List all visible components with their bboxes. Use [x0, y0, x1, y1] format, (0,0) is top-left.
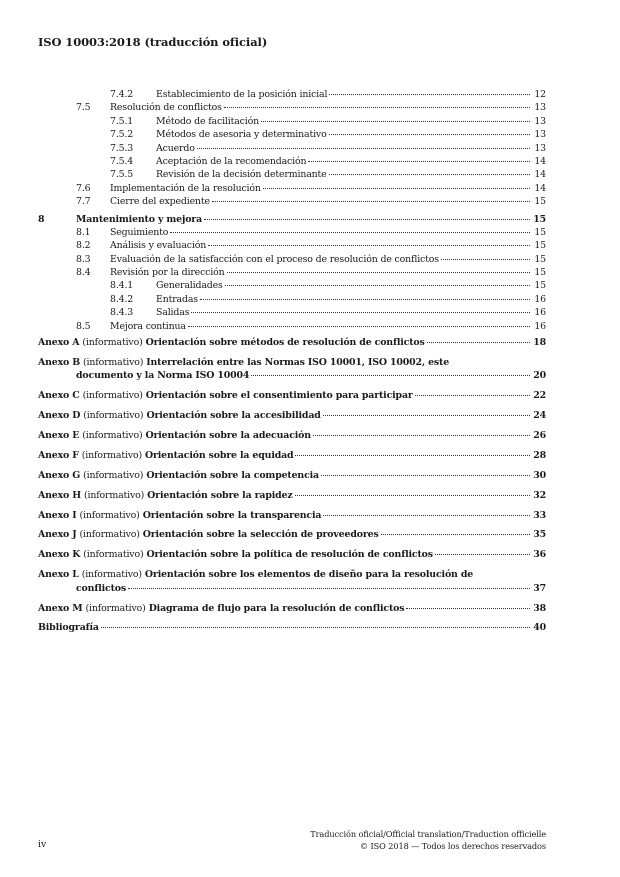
- toc-entry-title: Seguimiento: [110, 226, 169, 238]
- toc-entry-page: 14: [534, 155, 546, 167]
- dot-leader: [323, 515, 530, 516]
- toc-entry[interactable]: [38, 293, 546, 306]
- toc-entry-page: 12: [534, 89, 546, 100]
- toc-entry-number: 7.7: [76, 196, 91, 208]
- annex-type: (informativo): [83, 356, 144, 368]
- annex-label: Anexo M: [38, 602, 83, 614]
- annex-page: 18: [533, 337, 546, 349]
- toc-entry-title: Evaluación de la satisfacción con el proceso de resolución de conflictos: [110, 253, 439, 265]
- annex-label: Anexo B: [38, 356, 81, 368]
- footer-copyright: © ISO 2018 — Todos los derechos reservados: [359, 840, 546, 851]
- toc-entry-page: 13: [534, 102, 546, 114]
- toc-entry[interactable]: [38, 142, 546, 155]
- dot-leader: [251, 375, 530, 376]
- toc-entry-number: 8.4.1: [110, 280, 134, 292]
- toc-annex-entry[interactable]: [38, 548, 546, 561]
- dot-leader: [128, 588, 530, 589]
- footer-translation-note: Traducción oficial/Official translation/Traduction officielle: [310, 829, 546, 839]
- toc-entry-page: 14: [534, 182, 546, 194]
- toc-entry[interactable]: [38, 279, 546, 292]
- toc-entry-page: 14: [534, 169, 546, 181]
- toc-entry[interactable]: [38, 115, 546, 128]
- toc-entry[interactable]: [38, 101, 546, 114]
- dot-leader: [212, 201, 530, 202]
- annex-label: Anexo I: [38, 509, 77, 521]
- toc-entry-page: 15: [534, 267, 546, 279]
- toc-entry-title: Aceptación de la recomendación: [156, 155, 307, 167]
- toc-entry-page: 13: [534, 129, 546, 141]
- annex-type: (informativo): [79, 529, 140, 541]
- annex-label: Anexo C: [38, 390, 80, 402]
- dot-leader: [313, 435, 530, 436]
- toc-entry-page: 15: [533, 213, 546, 225]
- toc-annex-entry[interactable]: [38, 389, 546, 402]
- toc-entry-page: 15: [534, 280, 546, 292]
- annex-title: Orientación sobre los elementos de diseño para la resolución de: [144, 569, 474, 581]
- annex-type: (informativo): [85, 602, 146, 614]
- toc-entry-title: Establecimiento de la posición inicial: [156, 89, 328, 100]
- annex-type: (informativo): [82, 390, 143, 402]
- annex-title: Interrelación entre las Normas ISO 10001, ISO 10002, este: [146, 356, 450, 368]
- toc-annex-entry[interactable]: [38, 409, 546, 422]
- annex-type: (informativo): [83, 469, 144, 481]
- dot-leader: [441, 259, 530, 260]
- annex-page: 37: [533, 582, 546, 594]
- annex-page: 35: [533, 529, 546, 541]
- annex-title: Diagrama de flujo para la resolución de conflictos: [148, 602, 405, 614]
- toc-entry[interactable]: [38, 128, 546, 141]
- toc-entry-number: 7.6: [76, 182, 91, 194]
- page-footer: [310, 829, 546, 852]
- toc-entry-title: Implementación de la resolución: [110, 182, 261, 194]
- toc-entry[interactable]: [38, 306, 546, 319]
- dot-leader: [381, 534, 530, 535]
- toc-annex-entry[interactable]: [38, 621, 546, 634]
- dot-leader: [263, 188, 530, 189]
- dot-leader: [191, 312, 530, 313]
- annex-title-continued: documento y la Norma ISO 10004: [76, 370, 250, 382]
- toc-entry[interactable]: [38, 213, 546, 226]
- toc-entry[interactable]: [38, 253, 546, 266]
- annex-label: Anexo D: [38, 410, 81, 422]
- annex-title: Orientación sobre la competencia: [146, 469, 319, 481]
- annex-label: Anexo F: [38, 449, 79, 461]
- dot-leader: [170, 232, 530, 233]
- toc-entry-title: Cierre del expediente: [110, 196, 210, 208]
- toc-entry-number: 7.5.5: [110, 169, 134, 181]
- toc-annex-entry[interactable]: [38, 602, 546, 615]
- toc-annex-entry[interactable]: [38, 509, 546, 522]
- toc-entry-number: 8.3: [76, 253, 91, 265]
- toc-entry-page: 15: [534, 196, 546, 208]
- toc-entry[interactable]: [38, 226, 546, 239]
- toc-entry-title: Método de facilitación: [156, 115, 260, 127]
- dot-leader: [224, 107, 530, 108]
- dot-leader: [197, 148, 530, 149]
- toc-entry[interactable]: [38, 239, 546, 252]
- toc-entry-number: 8.1: [76, 226, 91, 238]
- annex-label: Anexo K: [38, 549, 81, 561]
- toc-entry-page: 16: [534, 320, 546, 332]
- toc-entry-title: Mantenimiento y mejora: [76, 213, 203, 225]
- toc-entry-title: Revisión de la decisión determinante: [156, 169, 327, 181]
- toc-entry-page: 16: [534, 307, 546, 319]
- dot-leader: [329, 174, 530, 175]
- annex-label: Anexo A: [38, 337, 80, 349]
- dot-leader: [261, 121, 530, 122]
- toc-annex-entry[interactable]: [38, 336, 546, 349]
- toc-entry[interactable]: [38, 266, 546, 279]
- table-of-contents: [38, 88, 546, 641]
- toc-entry[interactable]: [38, 168, 546, 181]
- toc-annex-entry[interactable]: [38, 469, 546, 482]
- toc-entry-number: 8: [38, 213, 45, 225]
- dot-leader: [435, 554, 530, 555]
- annex-type: (informativo): [83, 549, 144, 561]
- dot-leader: [188, 326, 530, 327]
- annex-title: Orientación sobre la transparencia: [142, 509, 322, 521]
- dot-leader: [208, 245, 530, 246]
- annex-label: Anexo H: [38, 489, 81, 501]
- toc-entry-number: 8.4: [76, 267, 91, 279]
- toc-entry[interactable]: [38, 320, 546, 333]
- toc-entry-number: 7.5.4: [110, 155, 134, 167]
- annex-page: 28: [533, 449, 546, 461]
- toc-entry-number: 7.5.2: [110, 129, 134, 141]
- toc-entry-page: 15: [534, 226, 546, 238]
- toc-annex-entry[interactable]: [38, 429, 546, 442]
- toc-entry-title: Entradas: [156, 293, 198, 305]
- toc-annex-entry[interactable]: [38, 356, 546, 383]
- dot-leader: [204, 219, 530, 220]
- dot-leader: [200, 299, 530, 300]
- annex-title: Orientación sobre la selección de proveedores: [142, 529, 379, 541]
- toc-annex-list: [38, 336, 546, 635]
- annex-label: Anexo L: [38, 569, 79, 581]
- toc-entry-page: 13: [534, 115, 546, 127]
- dot-leader: [427, 342, 530, 343]
- toc-entry-number: 7.5.3: [110, 142, 134, 154]
- dot-leader: [225, 285, 530, 286]
- annex-type: (informativo): [82, 337, 143, 349]
- dot-leader: [308, 161, 530, 162]
- annex-title: Orientación sobre la política de resolución de conflictos: [146, 549, 433, 561]
- dot-leader: [101, 627, 530, 628]
- toc-entry-number: 8.5: [76, 320, 91, 332]
- dot-leader: [329, 134, 530, 135]
- dot-leader: [329, 94, 530, 95]
- annex-page: 40: [533, 622, 546, 634]
- toc-entry-title: Revisión por la dirección: [110, 267, 225, 279]
- annex-title: Orientación sobre la rapidez: [147, 489, 293, 501]
- annex-page: 20: [533, 370, 546, 382]
- toc-annex-entry[interactable]: [38, 449, 546, 462]
- toc-entry-page: 13: [534, 142, 546, 154]
- toc-entry-title: Mejora continua: [110, 320, 186, 332]
- toc-entry-page: 15: [534, 240, 546, 252]
- toc-entry-number: 7.5.1: [110, 115, 134, 127]
- annex-label: Anexo J: [38, 529, 77, 541]
- annex-title-continued: conflictos: [76, 582, 127, 594]
- annex-label: Anexo G: [38, 469, 81, 481]
- annex-page: 30: [533, 469, 546, 481]
- annex-title: Orientación sobre la adecuación: [145, 429, 311, 441]
- annex-title: Orientación sobre el consentimiento para participar: [145, 390, 413, 402]
- toc-entry[interactable]: [38, 195, 546, 208]
- annex-type: (informativo): [82, 429, 143, 441]
- annex-type: (informativo): [81, 569, 142, 581]
- annex-title: Orientación sobre métodos de resolución de conflictos: [145, 337, 425, 349]
- toc-annex-entry[interactable]: [38, 489, 546, 502]
- document-header: ISO 10003:2018 (traducción oficial): [38, 35, 268, 49]
- annex-type: (informativo): [83, 410, 144, 422]
- toc-entry-number: 8.4.3: [110, 307, 134, 319]
- annex-page: 36: [533, 549, 546, 561]
- toc-entry-title: Análisis y evaluación: [110, 240, 207, 252]
- page-number: iv: [38, 839, 47, 850]
- toc-entry[interactable]: [38, 88, 546, 101]
- dot-leader: [295, 495, 530, 496]
- toc-section-list: [38, 88, 546, 333]
- annex-page: 26: [533, 429, 546, 441]
- annex-type: (informativo): [81, 449, 142, 461]
- annex-title: Orientación sobre la equidad: [144, 449, 294, 461]
- toc-entry-number: 8.2: [76, 240, 91, 252]
- dot-leader: [415, 395, 530, 396]
- dot-leader: [323, 415, 530, 416]
- toc-annex-entry[interactable]: [38, 528, 546, 541]
- dot-leader: [406, 608, 530, 609]
- toc-entry-title: Acuerdo: [156, 142, 195, 154]
- annex-label: Bibliografía: [38, 622, 99, 634]
- toc-entry-title: Resolución de conflictos: [110, 102, 222, 114]
- annex-title: Orientación sobre la accesibilidad: [146, 410, 321, 422]
- toc-entry-title: Generalidades: [156, 280, 223, 292]
- toc-entry[interactable]: [38, 182, 546, 195]
- toc-entry-number: 7.5: [76, 102, 91, 114]
- toc-entry[interactable]: [38, 155, 546, 168]
- toc-annex-entry[interactable]: [38, 568, 546, 595]
- annex-type: (informativo): [79, 509, 140, 521]
- dot-leader: [295, 455, 530, 456]
- annex-label: Anexo E: [38, 429, 80, 441]
- toc-entry-title: Salidas: [156, 307, 190, 319]
- annex-page: 33: [533, 509, 546, 521]
- annex-page: 24: [533, 410, 546, 422]
- annex-type: (informativo): [83, 489, 145, 501]
- dot-leader: [321, 475, 530, 476]
- toc-entry-number: 7.4.2: [110, 89, 134, 100]
- annex-page: 32: [533, 489, 546, 501]
- dot-leader: [227, 272, 530, 273]
- toc-entry-page: 15: [534, 253, 546, 265]
- annex-page: 22: [533, 390, 546, 402]
- toc-entry-page: 16: [534, 293, 546, 305]
- toc-entry-number: 8.4.2: [110, 293, 134, 305]
- toc-entry-title: Métodos de asesoria y determinativo: [156, 129, 327, 141]
- annex-page: 38: [533, 602, 546, 614]
